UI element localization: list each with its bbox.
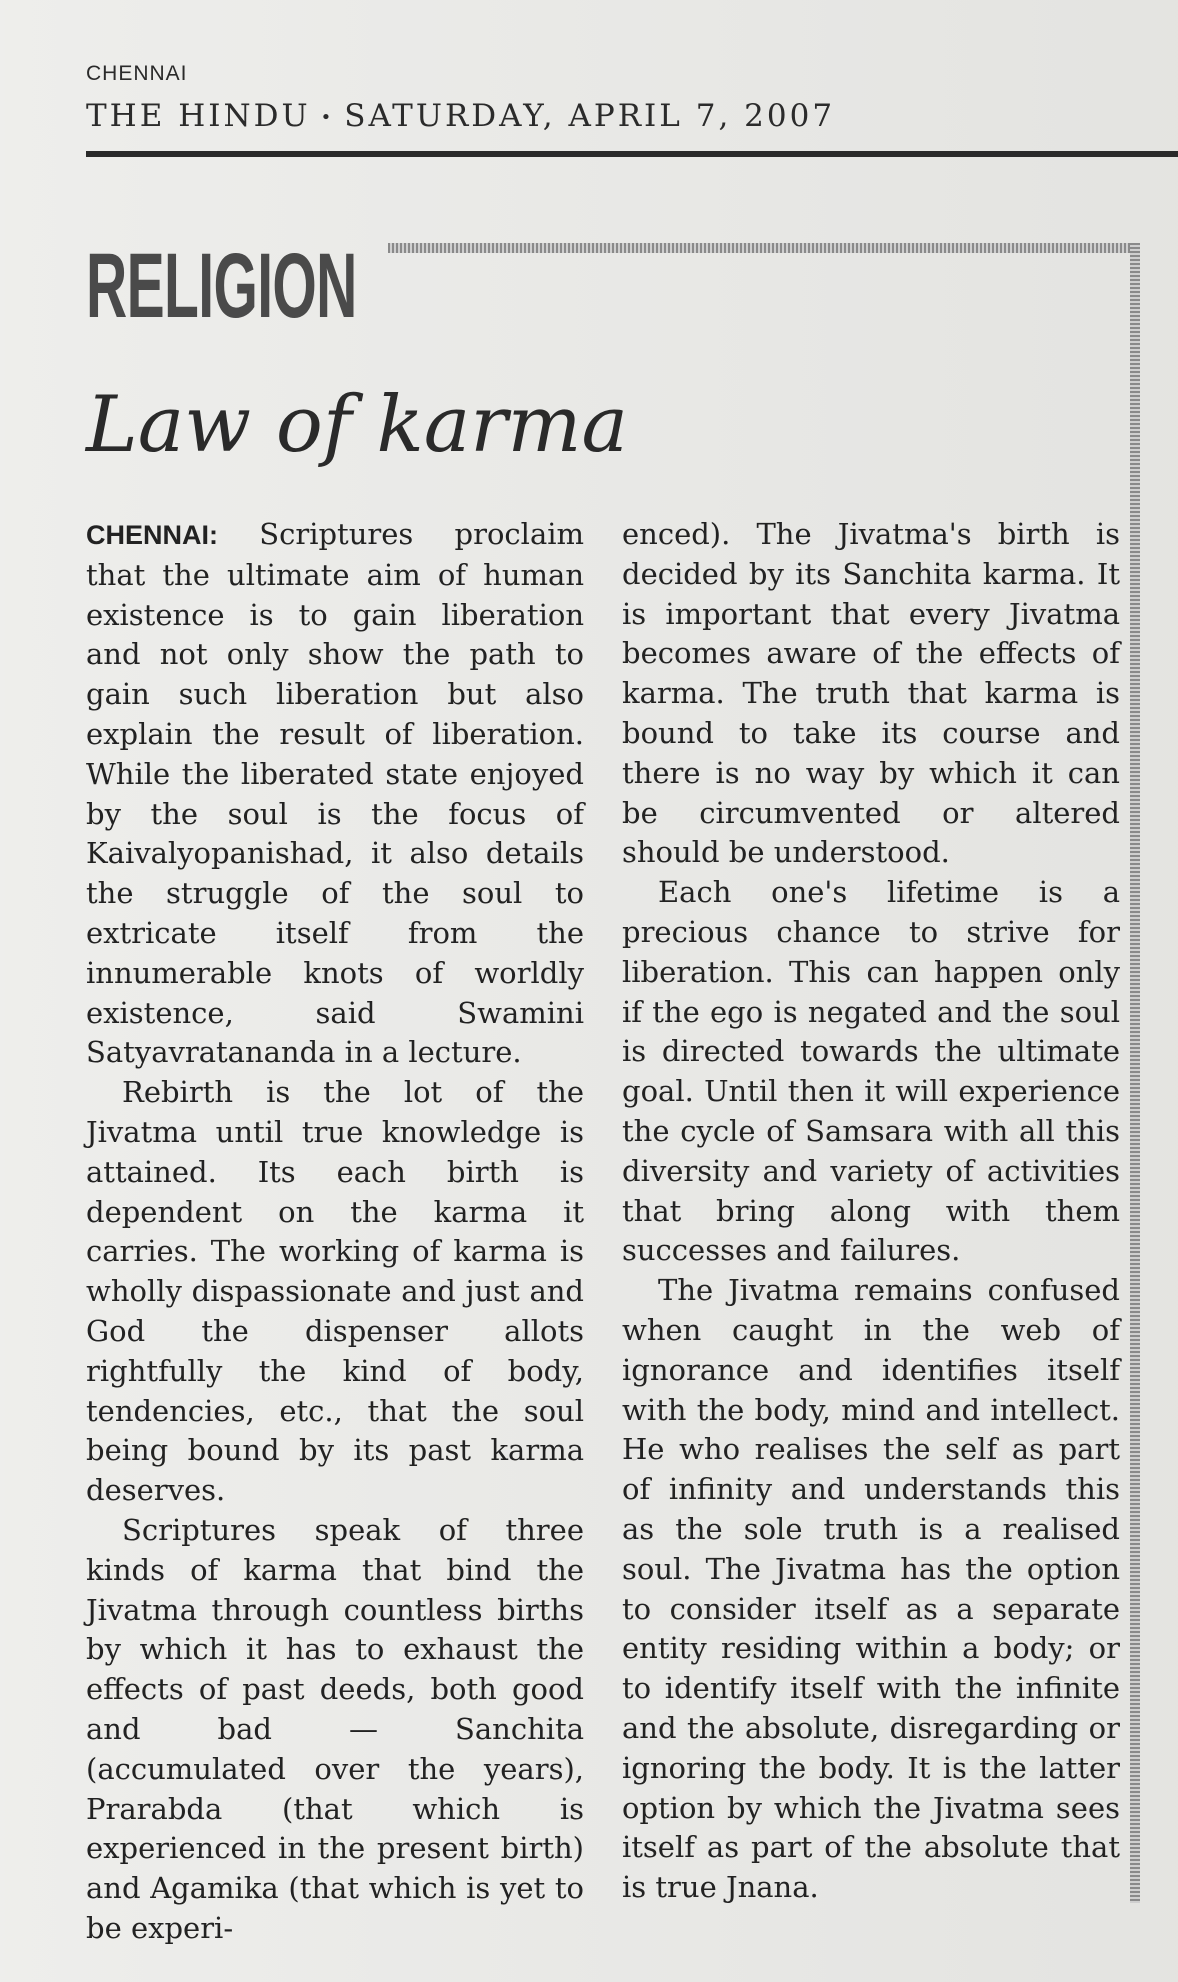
paragraph: Rebirth is the lot of the Jivatma until true knowledge is attained. Its each birth is dependent on the karma it carries. The working of karma is wholly dispassionate and just and God the dispenser allots rightfully the kind of body, tendencies, etc., that the soul being bound by its past karma deserves. — [86, 1075, 584, 1508]
publication-date: SATURDAY, APRIL 7, 2007 — [344, 98, 836, 134]
paragraph: Each one's lifetime is a precious chance to strive for liberation. This can happen only if the ego is negated and the soul is directed towards the ultimate goal. Until then it will experience the cycle of Samsara with all this diversity and variety of activities that bring along with them successes and failures. — [622, 875, 1120, 1268]
section-box-top-border — [388, 243, 1140, 253]
article-column-left — [86, 515, 584, 1949]
article-column-right — [622, 515, 1120, 1908]
paragraph: The Jivatma remains confused when caught in the web of ignorance and identifies itself with the body, mind and intellect. He who realises the self as part of infinity and understands this as the sole truth is a realised soul. The Jivatma has the option to consider itself as a separate entity residing within a body; or to identify itself with the infinite and the absolute, disregarding or ignoring the body. It is the latter option by which the Jivatma sees itself as part of the absolute that is true Jnana. — [622, 1273, 1120, 1905]
paragraph: enced). The Jivatma's birth is decided by its Sanchita karma. It is important that every Jivatma becomes aware of the effects of karma. The truth that karma is bound to take its course and there is no way by which it can be circumvented or altered should be understood. — [622, 517, 1120, 870]
publication-name: THE HINDU — [86, 98, 311, 134]
section-box-right-border — [1130, 243, 1140, 1903]
paragraph: Scriptures speak of three kinds of karma that bind the Jivatma through countless births by which it has to exhaust the effects of past deeds, both good and bad — Sanchita (accumulated over the years), Prarabda (that which is experienced in the present birth) and Agamika (that which is yet to be experi- — [86, 1512, 584, 1945]
section-title: RELIGION — [86, 235, 357, 337]
masthead-rule — [86, 151, 1178, 157]
article-headline: Law of karma — [86, 380, 629, 470]
dateline: CHENNAI: — [86, 520, 218, 550]
paragraph-text: Scriptures proclaim that the ultimate aim of human existence is to gain liberation and not only show the path to gain such liberation but also explain the result of liberation. While the liberated state enjoyed by the soul is the focus of Kaivalyopanishad, it also details the struggle of the soul to extricate itself from the innumerable knots of worldly existence, said Swamini Satyavratananda in a lecture. — [86, 517, 585, 1070]
masthead — [86, 98, 835, 134]
paragraph — [86, 515, 584, 1073]
edition-label: CHENNAI — [86, 62, 188, 85]
masthead-separator: • — [320, 107, 335, 128]
